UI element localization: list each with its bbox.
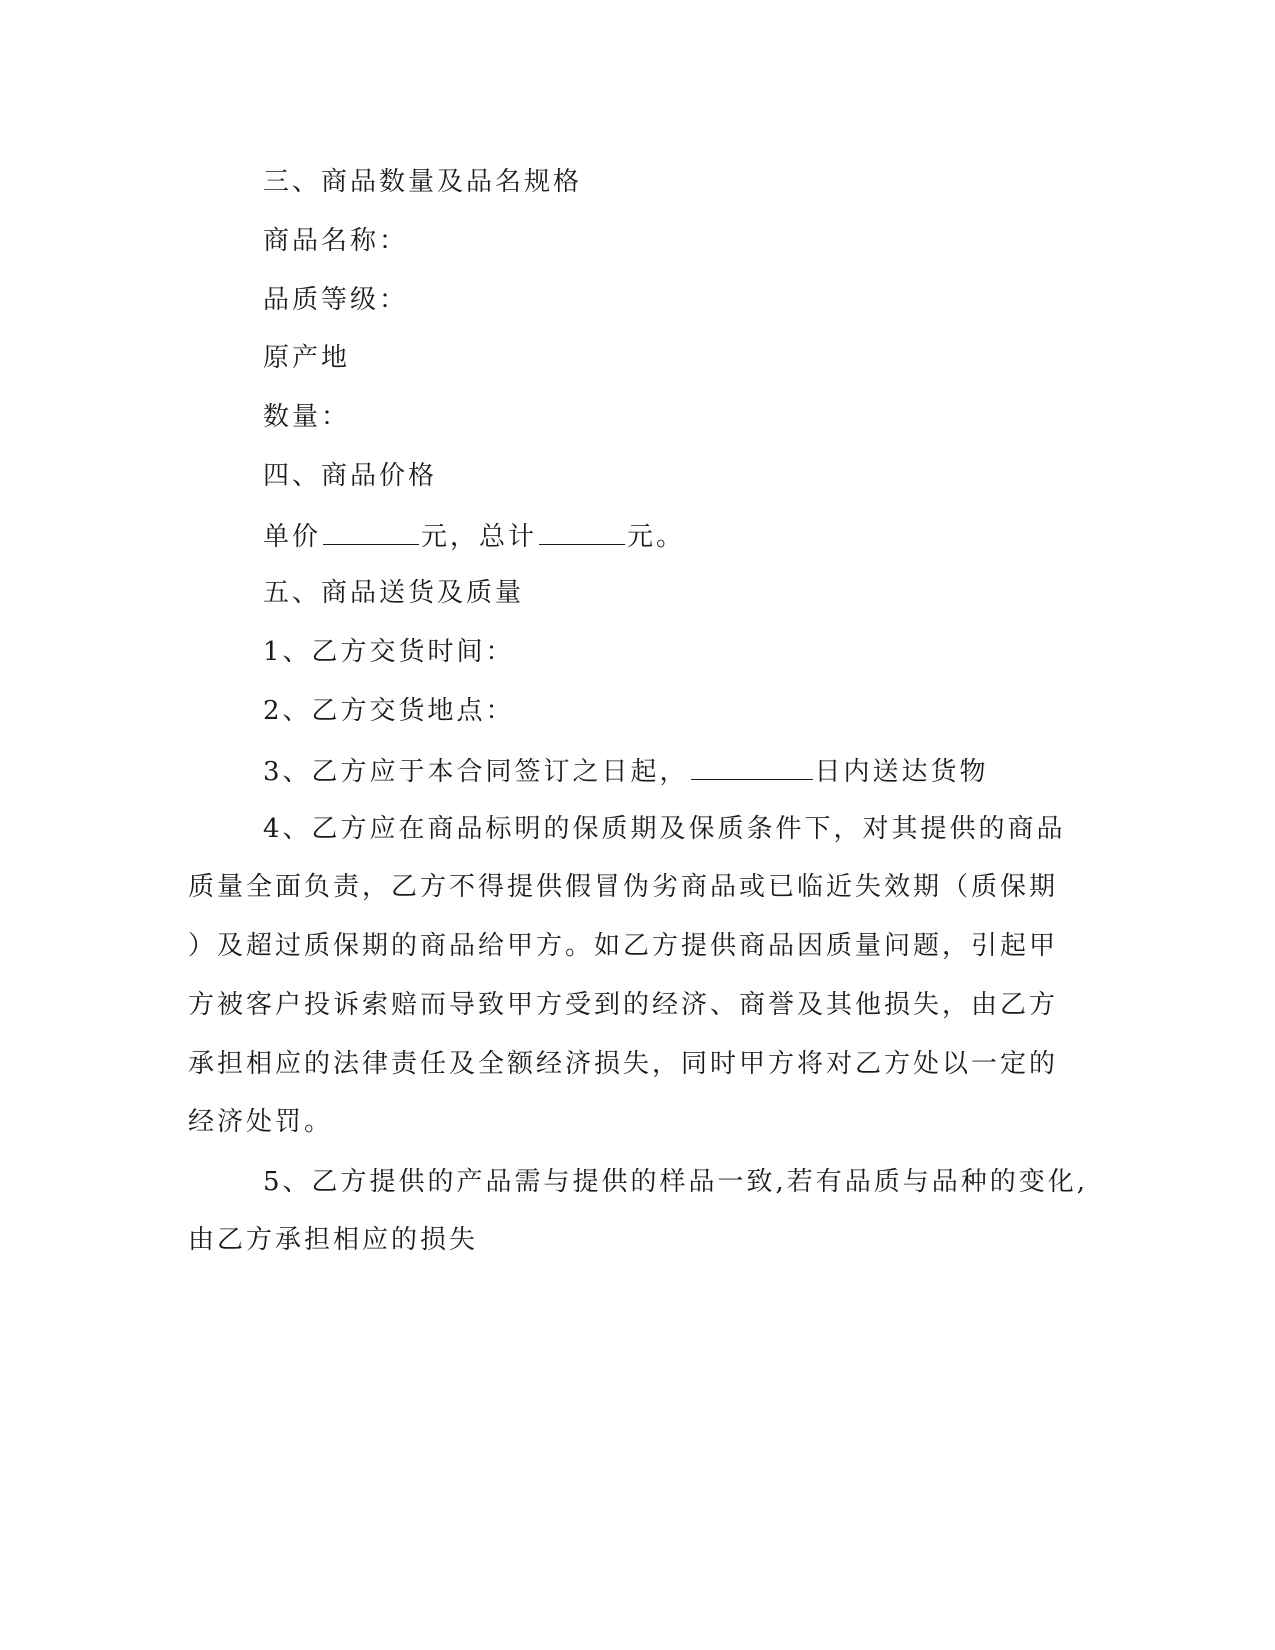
item4-line-6: 经济处罚。 bbox=[188, 1107, 334, 1137]
item4-line-1: 4、乙方应在商品标明的保质期及保质条件下，对其提供的商品 bbox=[263, 814, 1066, 844]
item-delivery-deadline bbox=[263, 753, 989, 789]
unit-price-suffix: 元，总计 bbox=[421, 522, 538, 552]
unit-price-label: 单价 bbox=[263, 522, 322, 552]
item5-line-1: 5、乙方提供的产品需与提供的样品一致,若有品质与品种的变化, bbox=[263, 1167, 1089, 1197]
item-delivery-place: 2、乙方交货地点： bbox=[263, 696, 515, 726]
item4-line-4: 方被客户投诉索赔而导致甲方受到的经济、商誉及其他损失，由乙方 bbox=[188, 990, 1059, 1020]
item3-prefix: 3、乙方应于本合同签订之日起， bbox=[263, 757, 689, 787]
days-blank bbox=[691, 753, 813, 780]
field-origin: 原产地 bbox=[263, 343, 351, 373]
item4-line-2: 质量全面负责，乙方不得提供假冒伪劣商品或已临近失效期（质保期 bbox=[188, 872, 1059, 902]
heading-section-3: 三、商品数量及品名规格 bbox=[263, 167, 583, 197]
item-delivery-time: 1、乙方交货时间： bbox=[263, 637, 515, 667]
field-product-name: 商品名称： bbox=[263, 226, 409, 256]
unit-price-blank bbox=[323, 518, 419, 545]
item3-suffix: 日内送达货物 bbox=[814, 757, 989, 787]
item4-line-3: ）及超过质保期的商品给甲方。如乙方提供商品因质量问题，引起甲 bbox=[188, 931, 1059, 961]
item5-line-2: 由乙方承担相应的损失 bbox=[188, 1225, 479, 1255]
field-quantity: 数量： bbox=[263, 402, 351, 432]
total-price-suffix: 元。 bbox=[627, 522, 686, 552]
heading-section-4: 四、商品价格 bbox=[263, 461, 438, 491]
item4-line-5: 承担相应的法律责任及全额经济损失，同时甲方将对乙方处以一定的 bbox=[188, 1049, 1059, 1079]
field-quality-grade: 品质等级： bbox=[263, 285, 409, 315]
heading-section-5: 五、商品送货及质量 bbox=[263, 578, 525, 608]
total-price-blank bbox=[539, 518, 625, 545]
price-line bbox=[263, 518, 685, 554]
